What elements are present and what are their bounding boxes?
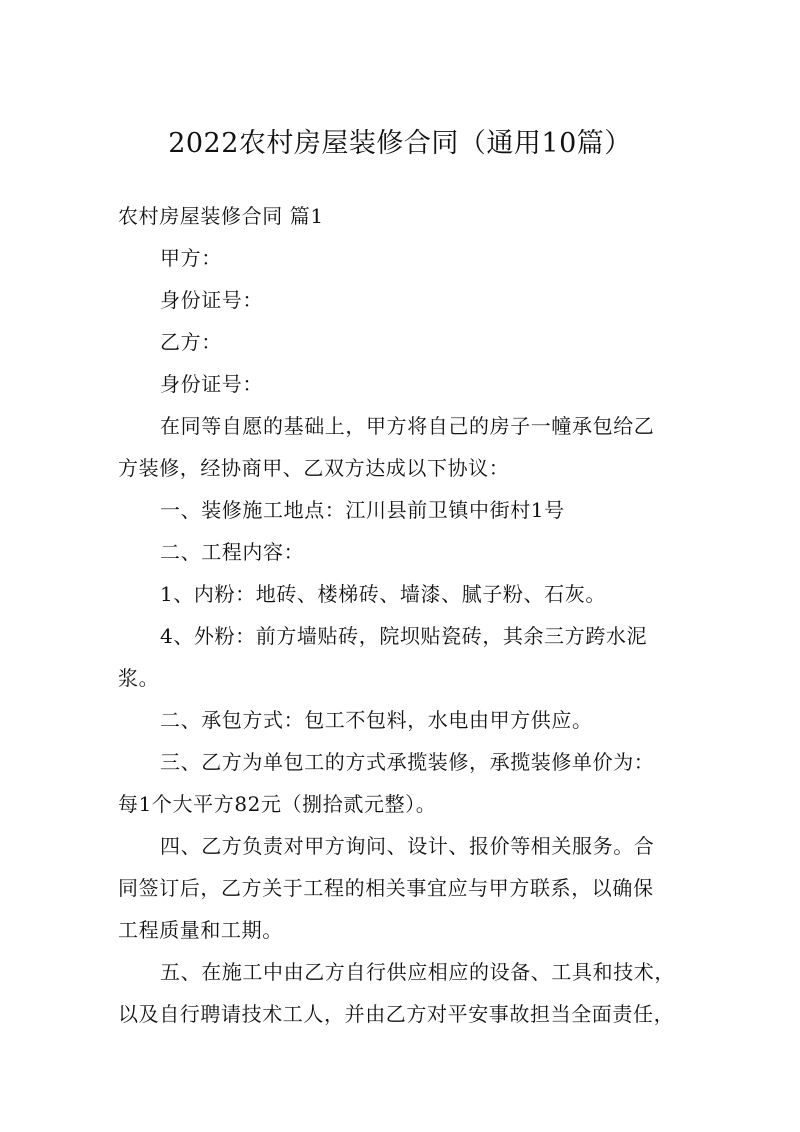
paragraph-line: 方装修，经协商甲、乙双方达成以下协议： xyxy=(118,456,510,480)
clause-equipment: 五、在施工中由乙方自行供应相应的设备、工具和技术， xyxy=(160,960,675,984)
clause-equipment-continued: 以及自行聘请技术工人，并由乙方对平安事故担当全面责任， xyxy=(118,1002,675,1026)
party-b-label: 乙方： xyxy=(160,330,222,354)
clause-exterior-continued: 浆。 xyxy=(118,666,160,690)
party-b-id-label: 身份证号： xyxy=(160,372,263,396)
party-a-id-label: 身份证号： xyxy=(160,288,263,312)
paragraph-line: 在同等自愿的基础上，甲方将自己的房子一幢承包给乙 xyxy=(160,414,655,438)
clause-responsibility: 四、乙方负责对甲方询问、设计、报价等相关服务。合 xyxy=(160,834,655,858)
clause-location: 一、装修施工地点：江川县前卫镇中街村1号 xyxy=(160,498,565,522)
clause-interior: 1、内粉：地砖、楼梯砖、墙漆、腻子粉、石灰。 xyxy=(160,582,606,606)
clause-exterior: 4、外粉：前方墙贴砖，院坝贴瓷砖，其余三方跨水泥 xyxy=(160,624,648,648)
clause-responsibility-continued: 同签订后，乙方关于工程的相关事宜应与甲方联系，以确保 xyxy=(118,876,654,900)
clause-responsibility-end: 工程质量和工期。 xyxy=(118,918,283,942)
clause-unit-price: 三、乙方为单包工的方式承揽装修，承揽装修单价为： xyxy=(160,750,655,774)
section-heading: 农村房屋装修合同 篇1 xyxy=(118,204,324,228)
document-title: 2022农村房屋装修合同（通用10篇） xyxy=(168,128,632,159)
clause-unit-price-continued: 每1个大平方82元（捌拾贰元整）。 xyxy=(118,792,437,816)
clause-contract-method: 二、承包方式：包工不包料，水电由甲方供应。 xyxy=(160,708,593,732)
clause-work-content: 二、工程内容： xyxy=(160,540,305,564)
party-a-label: 甲方： xyxy=(160,246,222,270)
